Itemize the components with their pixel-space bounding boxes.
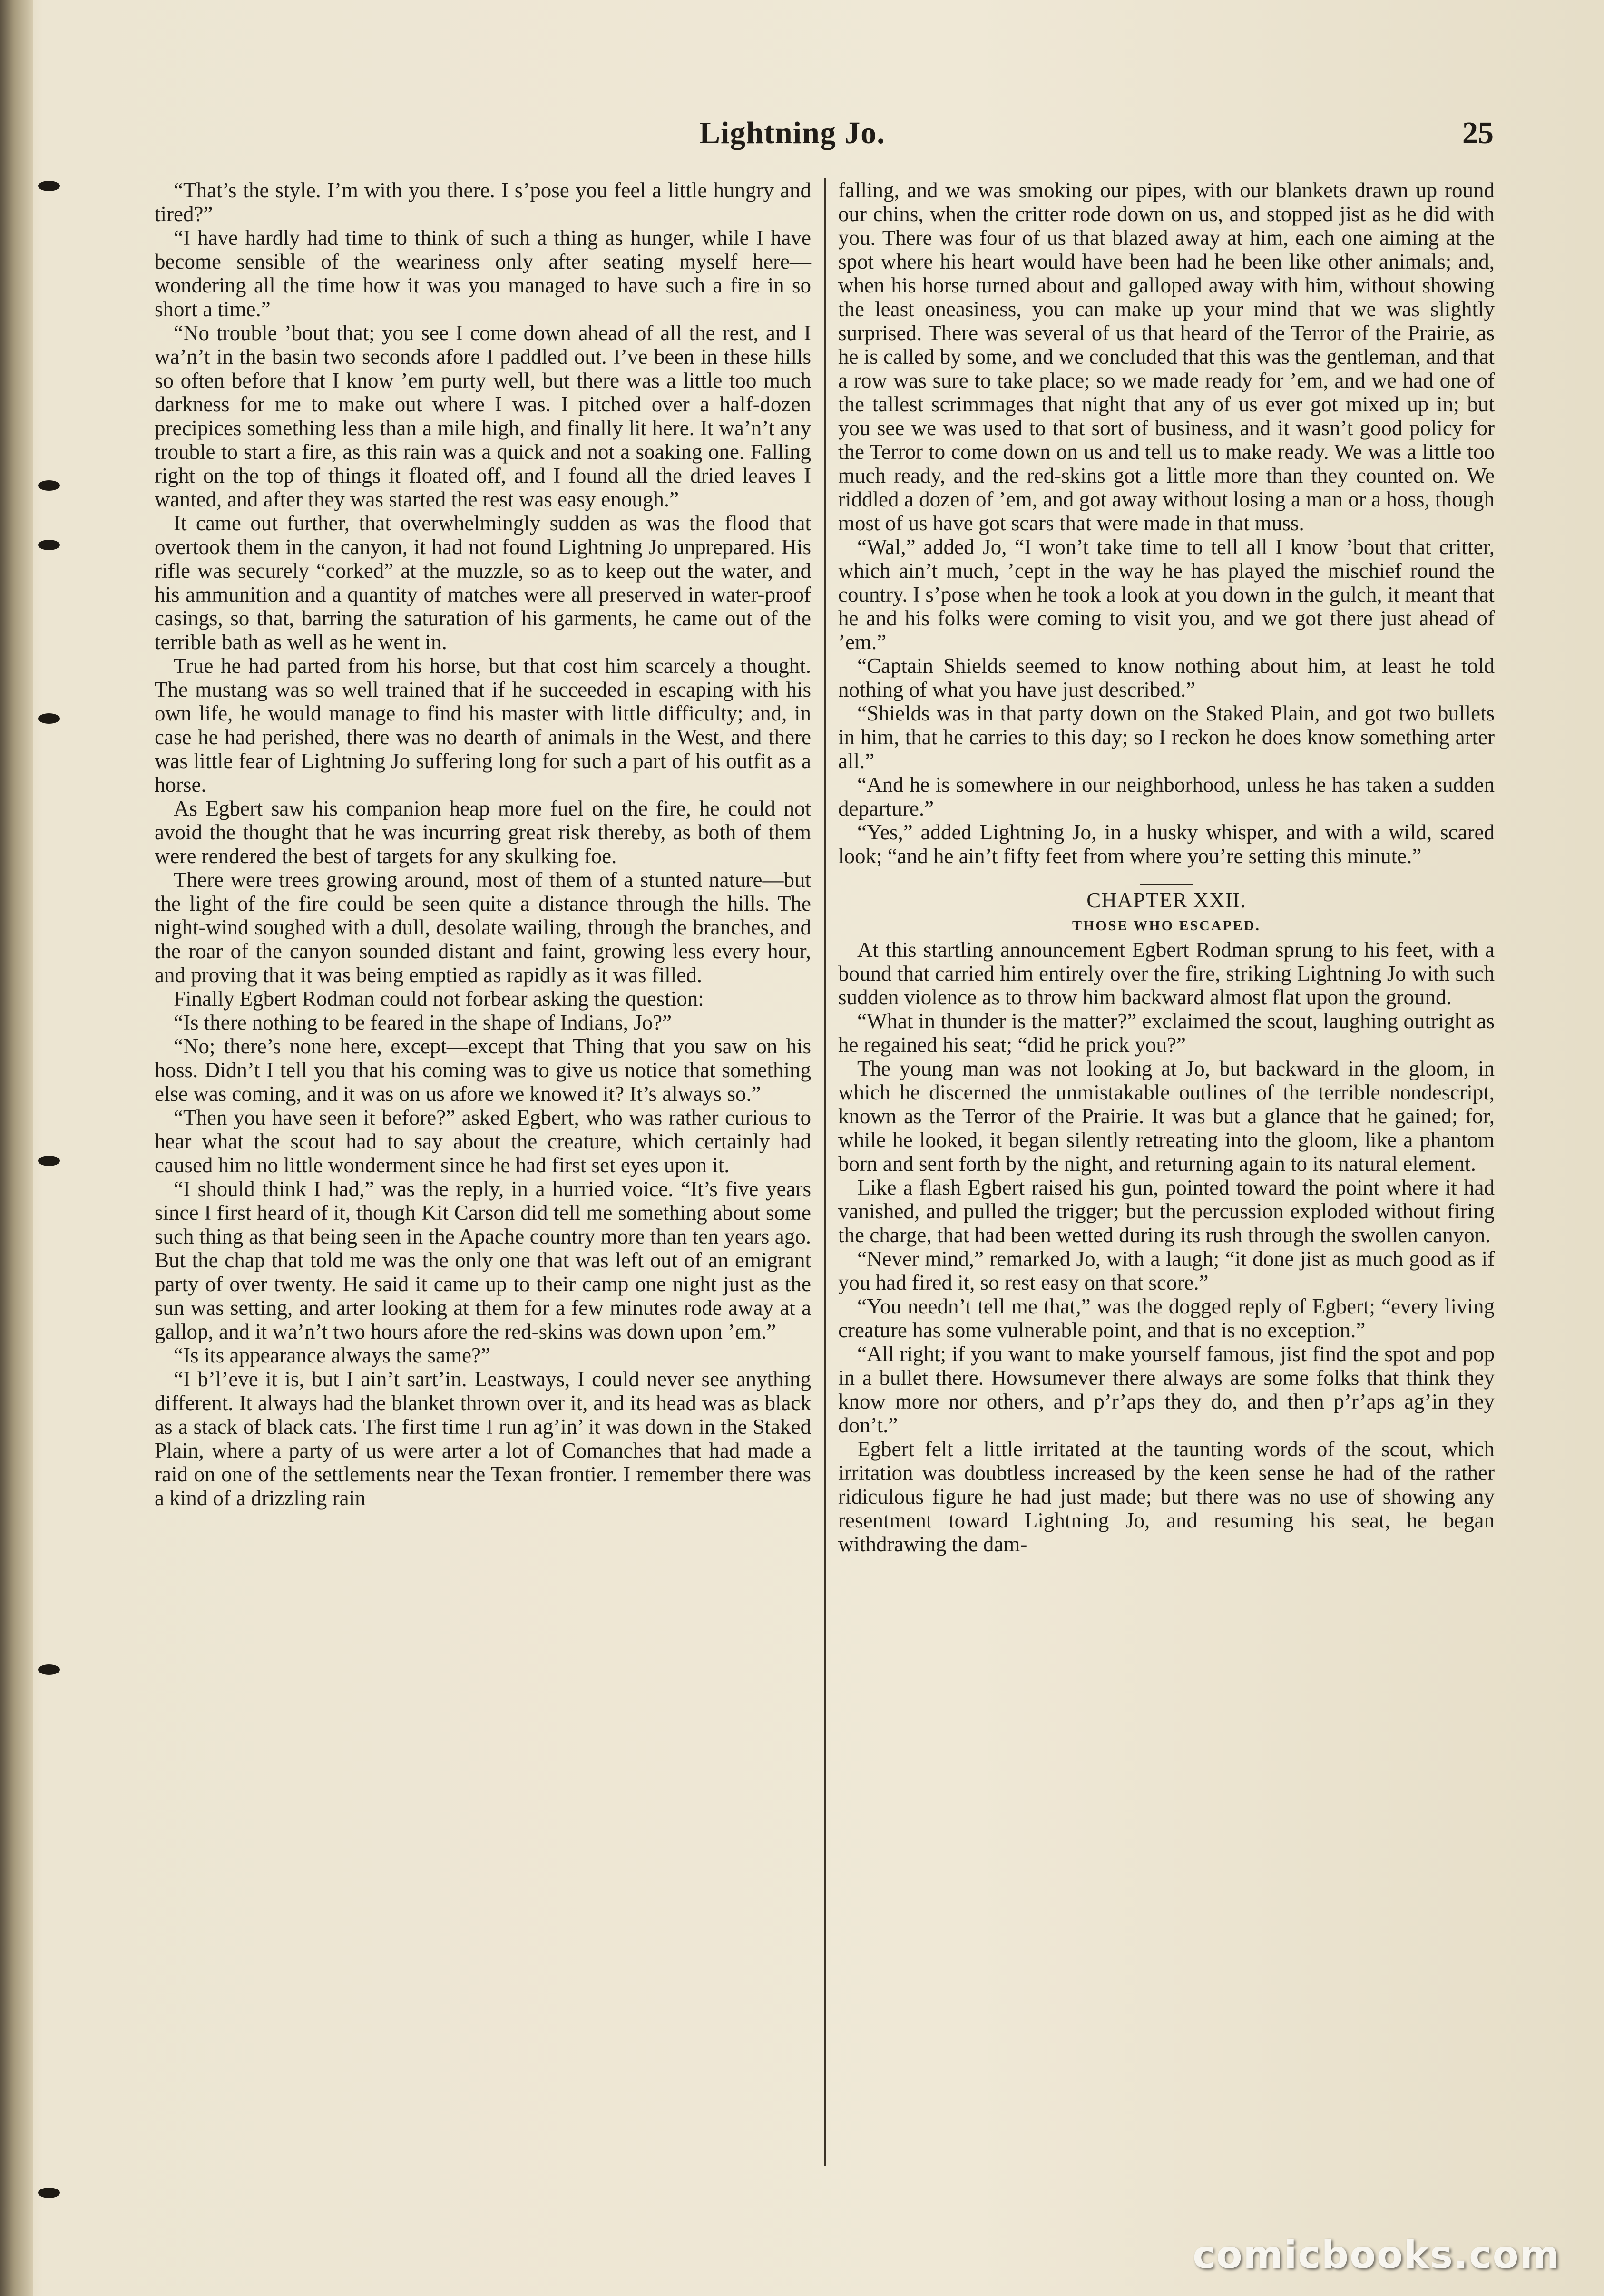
paragraph: “That’s the style. I’m with you there. I s’pose you feel a little hungry and tired?” (155, 178, 811, 226)
paragraph: At this startling announcement Egbert Rodman sprung to his feet, with a bound that carried him entirely over the fire, striking Lightning Jo with such sudden violence as to throw him backward almost flat upon the ground. (838, 938, 1495, 1009)
column-divider (824, 178, 826, 2166)
binding-hole (38, 540, 60, 550)
paragraph: “Yes,” added Lightning Jo, in a husky whisper, and with a wild, scared look; “and he ain’t fifty feet from where you’re setting this minute.” (838, 820, 1495, 868)
paragraph: “Is its appearance always the same?” (174, 1343, 490, 1367)
site-watermark: comicbooks.com (1193, 2233, 1560, 2277)
left-column (155, 178, 811, 2171)
paragraph: “No; there’s none here, except—except that Thing that you saw on his hoss. Didn’t I tell you that his coming was to give us notice that something else was coming, and it was on us afore we knowed it? It’s always so.” (155, 1034, 811, 1106)
binding-hole (38, 1156, 60, 1166)
paragraph: “And he is somewhere in our neighborhood, unless he has taken a sudden departure.” (838, 773, 1495, 820)
paragraph: Finally Egbert Rodman could not forbear asking the question: (174, 987, 704, 1011)
paragraph: There were trees growing around, most of them of a stunted nature—but the light of the fire could be seen quite a distance through the hills. The night-wind soughed with a dull, desolate wailing, through the branches, and the roar of the canyon sounded distant and faint, growing less every hour, and proving that it was being emptied as rapidly as it was filled. (155, 868, 811, 987)
paragraph: “Never mind,” remarked Jo, with a laugh; “it done jist as much good as if you had fired it, so rest easy on that score.” (838, 1247, 1495, 1294)
page-binding-edge (0, 0, 33, 2296)
binding-hole (38, 181, 60, 191)
paragraph: It came out further, that overwhelmingly sudden as was the flood that overtook them in the canyon, it had not found Lightning Jo unprepared. His rifle was securely “corked” at the muzzle, so as to keep out the water, and his ammunition and a quantity of matches were all preserved in water-proof casings, so that, barring the saturation of his garments, he came out of the terrible bath as well as he went in. (155, 511, 811, 654)
paragraph: “No trouble ’bout that; you see I come down ahead of all the rest, and I wa’n’t in the basin two seconds afore I paddled out. I’ve been in these hills so often before that I know ’em purty well, but there was a little too much darkness for me to make out where I was. I pitched over a half-dozen precipices something less than a mile high, and finally lit here. It wa’n’t any trouble to start a fire, as this rain was a quick and not a soaking one. Falling right on the top of things it floated off, and I found all the dried leaves I wanted, and after they was started the rest was easy enough.” (155, 321, 811, 511)
right-column (838, 178, 1495, 2171)
binding-hole (38, 713, 60, 724)
paragraph: The young man was not looking at Jo, but backward in the gloom, in which he discerned the unmistakable outlines of the terrible nondescript, known as the Terror of the Prairie. It was but a glance that he gained; for, while he looked, it began silently retreating into the gloom, like a phantom born and sent forth by the night, and returning again to its natural element. (838, 1057, 1495, 1176)
paragraph: As Egbert saw his companion heap more fuel on the fire, he could not avoid the thought that he was incurring great risk thereby, as both of them were rendered the best of targets for any skulking foe. (155, 797, 811, 868)
paragraph: “Wal,” added Jo, “I won’t take time to tell all I know ’bout that critter, which ain’t much, ’cept in the way he has played the mischief round the country. I s’pose when he took a look at you down in the gulch, it meant that he and his folks were coming to visit you, and we got there just ahead of ’em.” (838, 535, 1495, 654)
paragraph: “Then you have seen it before?” asked Egbert, who was rather curious to hear what the scout had to say about the creature, which certainly had caused him no little wonderment since he had first set eyes upon it. (155, 1106, 811, 1177)
paragraph: “What in thunder is the matter?” exclaimed the scout, laughing outright as he regained his seat; “did he prick you?” (838, 1009, 1495, 1057)
paragraph: “I have hardly had time to think of such a thing as hunger, while I have become sensible of the weariness only after seating myself here—wondering all the time how it was you managed to have such a fire in so short a time.” (155, 226, 811, 321)
page-header (152, 106, 1494, 158)
chapter-rule (1140, 884, 1193, 885)
paragraph: “I b’l’eve it is, but I ain’t sart’in. Leastways, I could never see anything different. It always had the blanket thrown over it, and its head was as black as a stack of black cats. The first time I run ag’in’ it was down in the Staked Plain, where a party of us were arter a lot of Comanches that had made a raid on one of the settlements near the Texan frontier. I remember there was a kind of a drizzling rain (155, 1367, 811, 1510)
running-title: Lightning Jo. (699, 116, 885, 150)
binding-hole (38, 480, 60, 491)
paragraph: True he had parted from his horse, but that cost him scarcely a thought. The mustang was so well trained that if he succeeded in escaping with his own life, he would manage to find his master with little difficulty; and, in case he had perished, there was no dearth of animals in the West, and there was little fear of Lightning Jo suffering long for such a part of his outfit as a horse. (155, 654, 811, 797)
paragraph: “Is there nothing to be feared in the shape of Indians, Jo?” (174, 1011, 672, 1034)
chapter-title: CHAPTER XXII. (1086, 888, 1246, 912)
paragraph: Egbert felt a little irritated at the taunting words of the scout, which irritation was doubtless increased by the keen sense he had of the rather ridiculous figure he had just made; but there was no use of showing any resentment toward Lightning Jo, and resuming his seat, he began withdrawing the dam- (838, 1437, 1495, 1556)
page-number: 25 (1462, 116, 1494, 150)
paragraph: “All right; if you want to make yourself famous, jist find the spot and pop in a bullet there. Howsumever there always are some folks that think they know more nor others, and p’r’aps they do, and then p’r’aps ag’in they don’t.” (838, 1342, 1495, 1437)
binding-hole (38, 1664, 60, 1675)
paragraph: “I should think I had,” was the reply, in a hurried voice. “It’s five years since I first heard of it, though Kit Carson did tell me something about some such thing as that being seen in the Apache country more than ten years ago. But the chap that told me was the only one that was left out of an emigrant party of over twenty. He said it came up to their camp one night just as the sun was setting, and arter looking at them for a few minutes rode away at a gallop, and it wa’n’t two hours afore the red-skins was down upon ’em.” (155, 1177, 811, 1343)
paragraph: “Captain Shields seemed to know nothing about him, at least he told nothing of what you have just described.” (838, 654, 1495, 701)
paragraph: Like a flash Egbert raised his gun, pointed toward the point where it had vanished, and pulled the trigger; but the percussion exploded without firing the charge, that had been wetted during its rush through the swollen canyon. (838, 1176, 1495, 1247)
paragraph: “Shields was in that party down on the Staked Plain, and got two bullets in him, that he carries to this day; so I reckon he does know something arter all.” (838, 701, 1495, 773)
paragraph: “You needn’t tell me that,” was the dogged reply of Egbert; “every living creature has some vulnerable point, and that is no exception.” (838, 1294, 1495, 1342)
chapter-subtitle: THOSE WHO ESCAPED. (1072, 918, 1261, 934)
binding-hole (38, 2188, 60, 2198)
paragraph: falling, and we was smoking our pipes, with our blankets drawn up round our chins, when the critter rode down on us, and stopped jist as he did with you. There was four of us that blazed away at him, each one aiming at the spot where his heart would have been had he been like other animals; and, when his horse turned about and galloped away with him, without showing the least oneasiness, you can make up your mind that we was slightly surprised. There was several of us that heard of the Terror of the Prairie, as he is called by some, and we concluded that this was the gentleman, and that a row was sure to take place; so we made ready for ’em, and we had one of the tallest scrimmages that night that any of us ever got mixed up in; but you see we was used to that sort of business, and it wasn’t good policy for the Terror to come down on us and tell us to make ready. We was a little too much ready, and the red-skins got a little more than they counted on. We riddled a dozen of ’em, and got away without losing a man or a hoss, though most of us have got scars that were made in that muss. (838, 178, 1495, 535)
chapter-heading (838, 884, 1495, 938)
